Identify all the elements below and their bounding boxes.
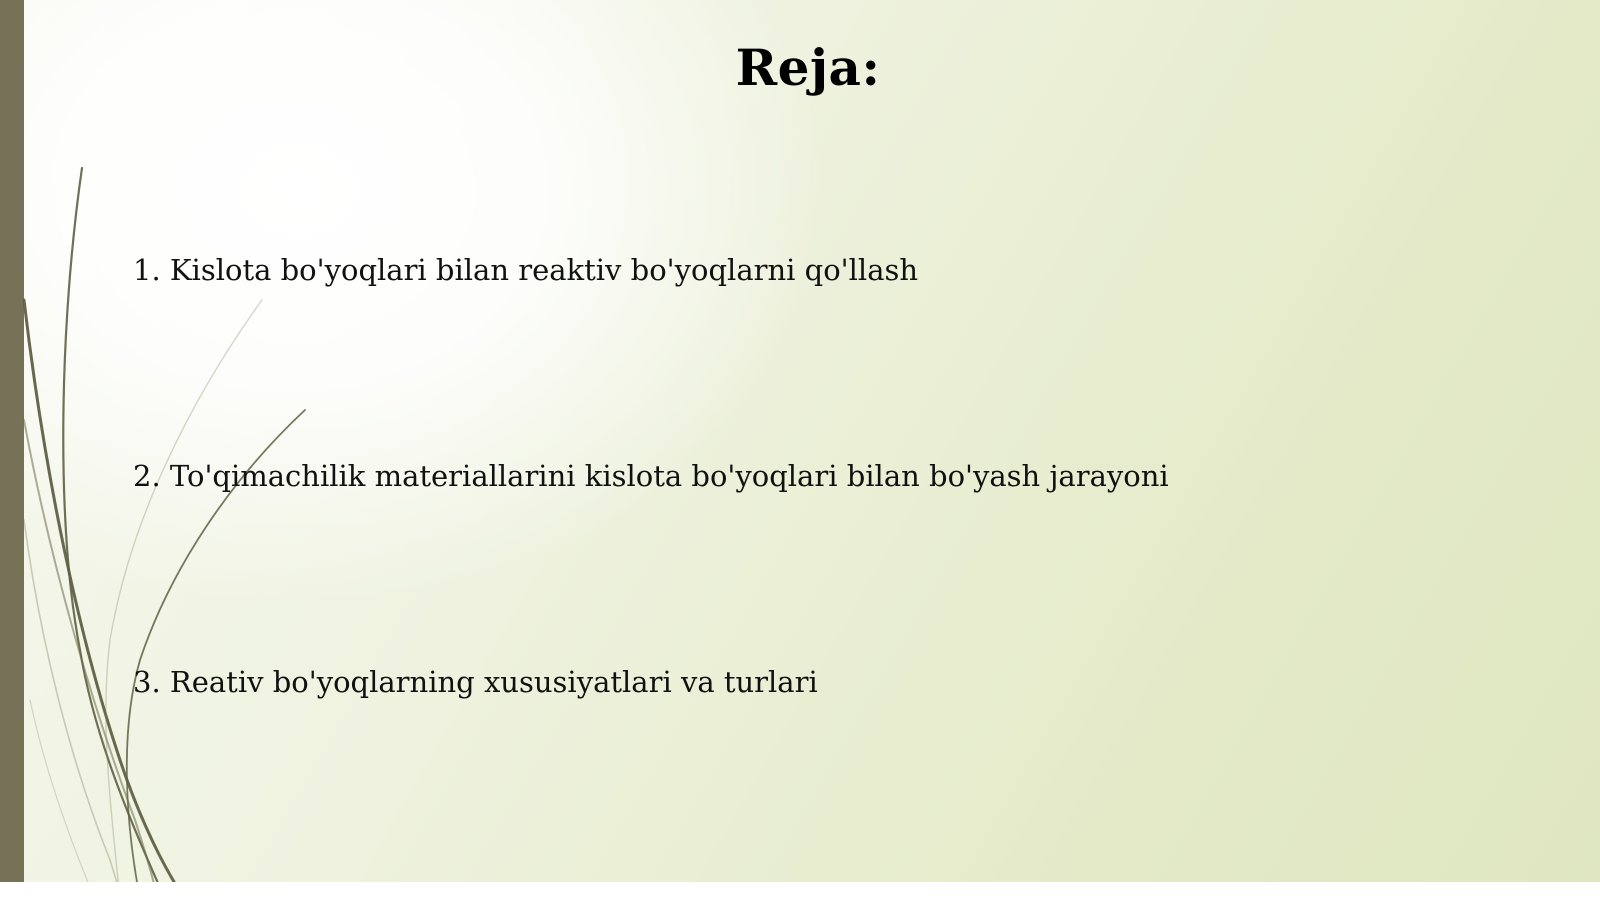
plan-item-3: 3. Reativ bo'yoqlarning xususiyatlari va turlari [133,665,818,699]
slide-title: Reja: [735,38,881,97]
grass-stems-decoration [0,0,330,899]
plan-item-1: 1. Kislota bo'yoqlari bilan reaktiv bo'yoqlarni qo'llash [133,253,919,287]
plan-item-2: 2. To'qimachilik materiallarini kislota bo'yoqlari bilan bo'yash jarayoni [133,459,1169,493]
slide-bottom-edge [0,882,1600,899]
